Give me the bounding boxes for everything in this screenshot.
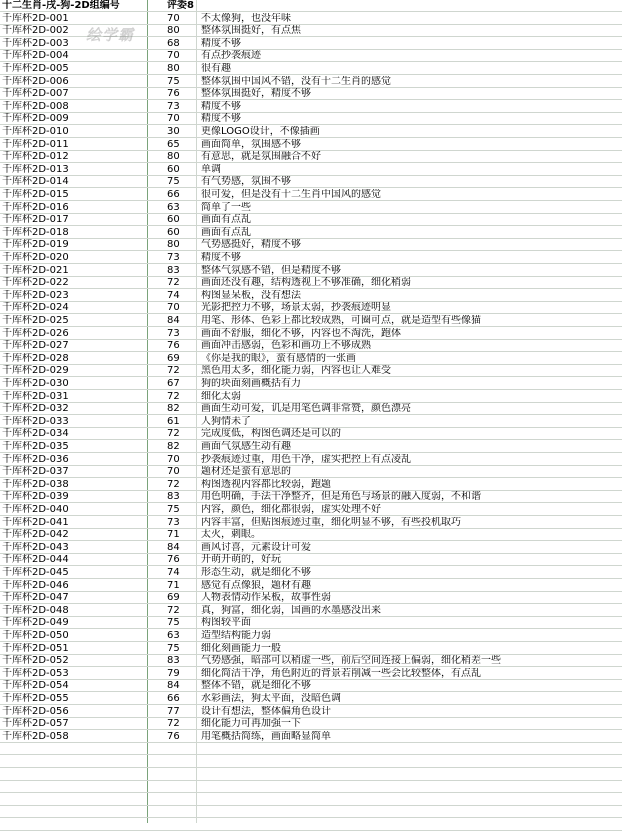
entry-id-cell[interactable]: 千库杯2D-046 [2, 580, 69, 591]
empty-row [0, 819, 622, 831]
comment-cell[interactable]: 水彩画法，狗太平面，没暗色调 [201, 693, 341, 704]
comment-cell[interactable]: 构图显呆板，没有想法 [201, 290, 301, 301]
table-row [0, 668, 622, 680]
comment-cell[interactable]: 细化简洁干净，角色附近的背景若削减一些会比较整体，有点乱 [201, 668, 481, 679]
score-cell[interactable]: 68 [167, 38, 180, 49]
score-cell[interactable]: 75 [167, 176, 180, 187]
comment-cell[interactable]: 设计有想法，整体偏角色设计 [201, 706, 331, 717]
table-row [0, 151, 622, 163]
entry-id-cell[interactable]: 千库杯2D-012 [2, 151, 69, 162]
empty-row [0, 806, 622, 818]
comment-cell[interactable]: 画面不舒服，细化不够，内容也不淘洗，跑体 [201, 328, 401, 339]
table-row [0, 227, 622, 239]
table-row [0, 76, 622, 88]
table-row [0, 567, 622, 579]
entry-id-cell[interactable]: 千库杯2D-007 [2, 88, 69, 99]
comment-cell[interactable]: 画风讨喜，元素设计可爱 [201, 542, 311, 553]
score-cell[interactable]: 80 [167, 63, 180, 74]
comment-cell[interactable]: 狗的块面刻画概括有力 [201, 378, 301, 389]
comment-cell[interactable]: 画面气氛感生动有趣 [201, 441, 291, 452]
comment-cell[interactable]: 整体气氛感不错，但是精度不够 [201, 265, 341, 276]
score-cell[interactable]: 73 [167, 328, 180, 339]
score-cell[interactable]: 82 [167, 403, 180, 414]
score-cell[interactable]: 60 [167, 214, 180, 225]
table-row [0, 126, 622, 138]
score-cell[interactable]: 72 [167, 718, 180, 729]
entry-id-cell[interactable]: 千库杯2D-011 [2, 139, 69, 150]
table-row [0, 315, 622, 327]
table-row [0, 378, 622, 390]
table-row [0, 554, 622, 566]
comment-cell[interactable]: 很有趣 [201, 63, 231, 74]
table-row [0, 605, 622, 617]
score-cell[interactable]: 73 [167, 101, 180, 112]
comment-cell[interactable]: 精度不够 [201, 113, 241, 124]
comment-cell[interactable]: 造型结构能力弱 [201, 630, 271, 641]
table-row [0, 214, 622, 226]
comment-cell[interactable]: 细化太弱 [201, 391, 241, 402]
score-cell[interactable]: 76 [167, 88, 180, 99]
comment-cell[interactable]: 简单了一些 [201, 202, 251, 213]
comment-cell[interactable]: 完成度低，构图色调还是可以的 [201, 428, 341, 439]
entry-id-cell[interactable]: 千库杯2D-013 [2, 164, 69, 175]
comment-cell[interactable]: 内容丰富，但贴图痕迹过重，细化明显不够，有些投机取巧 [201, 517, 461, 528]
table-row [0, 504, 622, 516]
entry-id-cell[interactable]: 千库杯2D-034 [2, 428, 69, 439]
table-row [0, 365, 622, 377]
score-cell[interactable]: 72 [167, 479, 180, 490]
score-cell[interactable]: 70 [167, 302, 180, 313]
score-cell[interactable]: 84 [167, 680, 180, 691]
entry-id-cell[interactable]: 千库杯2D-017 [2, 214, 69, 225]
score-cell[interactable]: 75 [167, 617, 180, 628]
entry-id-cell[interactable]: 千库杯2D-015 [2, 189, 69, 200]
entry-id-cell[interactable]: 千库杯2D-038 [2, 479, 69, 490]
entry-id-cell[interactable]: 千库杯2D-014 [2, 176, 69, 187]
table-row [0, 466, 622, 478]
score-cell[interactable]: 71 [167, 580, 180, 591]
score-cell[interactable]: 80 [167, 239, 180, 250]
score-cell[interactable]: 67 [167, 378, 180, 389]
empty-row [0, 781, 622, 793]
table-row [0, 353, 622, 365]
entry-id-cell[interactable]: 千库杯2D-009 [2, 113, 69, 124]
score-cell[interactable]: 73 [167, 252, 180, 263]
entry-id-cell[interactable]: 千库杯2D-026 [2, 328, 69, 339]
score-cell[interactable]: 82 [167, 441, 180, 452]
entry-id-cell[interactable]: 千库杯2D-040 [2, 504, 69, 515]
table-row [0, 680, 622, 692]
entry-id-cell[interactable]: 千库杯2D-027 [2, 340, 69, 351]
comment-cell[interactable]: 内容，颜色，细化都很弱，虚实处理不好 [201, 504, 381, 515]
score-cell[interactable]: 72 [167, 428, 180, 439]
entry-id-cell[interactable]: 千库杯2D-002 [2, 25, 69, 36]
table-row [0, 340, 622, 352]
entry-id-cell[interactable]: 千库杯2D-023 [2, 290, 69, 301]
entry-id-cell[interactable]: 千库杯2D-050 [2, 630, 69, 641]
header-row [0, 0, 622, 12]
entry-id-cell[interactable]: 千库杯2D-058 [2, 731, 69, 742]
entry-id-cell[interactable]: 千库杯2D-057 [2, 718, 69, 729]
comment-cell[interactable]: 有气势感，氛围不够 [201, 176, 291, 187]
comment-cell[interactable]: 整体氛围挺好，有点焦 [201, 25, 301, 36]
score-cell[interactable]: 72 [167, 605, 180, 616]
entry-id-cell[interactable]: 千库杯2D-016 [2, 202, 69, 213]
comment-cell[interactable]: 单调 [201, 164, 221, 175]
entry-id-cell[interactable]: 千库杯2D-006 [2, 76, 69, 87]
score-cell[interactable]: 76 [167, 731, 180, 742]
table-row [0, 630, 622, 642]
table-row [0, 517, 622, 529]
score-cell[interactable]: 65 [167, 139, 180, 150]
entry-id-cell[interactable]: 千库杯2D-048 [2, 605, 69, 616]
score-cell[interactable]: 79 [167, 668, 180, 679]
comment-cell[interactable]: 用笔、形体、色彩上都比较成熟，可圈可点，就是造型有些像猫 [201, 315, 481, 326]
table-row [0, 529, 622, 541]
entry-id-cell[interactable]: 千库杯2D-010 [2, 126, 69, 137]
score-cell[interactable]: 66 [167, 189, 180, 200]
table-row [0, 328, 622, 340]
comment-cell[interactable]: 画面简单，氛围感不够 [201, 139, 301, 150]
score-cell[interactable]: 84 [167, 315, 180, 326]
score-cell[interactable]: 60 [167, 164, 180, 175]
comment-cell[interactable]: 有意思，就是氛围融合不好 [201, 151, 321, 162]
entry-id-cell[interactable]: 千库杯2D-039 [2, 491, 69, 502]
empty-row [0, 769, 622, 781]
comment-cell[interactable]: 画面还没有趣，结构透视上不够准确，细化稍弱 [201, 277, 411, 288]
table-row [0, 479, 622, 491]
table-row [0, 290, 622, 302]
header-id-cell[interactable]: 十二生肖-戌-狗-2D组编号 [2, 0, 120, 11]
comment-cell[interactable]: 精度不够 [201, 38, 241, 49]
comment-cell[interactable]: 感觉有点像狼，题材有趣 [201, 580, 311, 591]
entry-id-cell[interactable]: 千库杯2D-022 [2, 277, 69, 288]
comment-cell[interactable]: 形态生动，就是细化不够 [201, 567, 311, 578]
entry-id-cell[interactable]: 千库杯2D-004 [2, 50, 69, 61]
comment-cell[interactable]: 不太像狗，也没年味 [201, 13, 291, 24]
table-row [0, 164, 622, 176]
table-row [0, 706, 622, 718]
score-cell[interactable]: 75 [167, 643, 180, 654]
empty-row [0, 743, 622, 755]
entry-id-cell[interactable]: 千库杯2D-025 [2, 315, 69, 326]
entry-id-cell[interactable]: 千库杯2D-054 [2, 680, 69, 691]
table-row [0, 643, 622, 655]
comment-cell[interactable]: 开萌开萌的，好玩 [201, 554, 281, 565]
comment-cell[interactable]: 精度不够 [201, 101, 241, 112]
score-cell[interactable]: 30 [167, 126, 180, 137]
comment-cell[interactable]: 细化能力可再加强一下 [201, 718, 301, 729]
watermark: 绘学霸 [86, 26, 135, 44]
table-row [0, 542, 622, 554]
entry-id-cell[interactable]: 千库杯2D-020 [2, 252, 69, 263]
score-cell[interactable]: 70 [167, 113, 180, 124]
score-cell[interactable]: 76 [167, 554, 180, 565]
comment-cell[interactable]: 整体氛围挺好，精度不够 [201, 88, 311, 99]
table-row [0, 403, 622, 415]
table-row [0, 617, 622, 629]
score-cell[interactable]: 70 [167, 454, 180, 465]
table-row [0, 88, 622, 100]
entry-id-cell[interactable]: 千库杯2D-056 [2, 706, 69, 717]
score-cell[interactable]: 80 [167, 151, 180, 162]
score-cell[interactable]: 63 [167, 630, 180, 641]
table-row [0, 693, 622, 705]
entry-id-cell[interactable]: 千库杯2D-005 [2, 63, 69, 74]
score-cell[interactable]: 73 [167, 517, 180, 528]
table-row [0, 63, 622, 75]
table-row [0, 189, 622, 201]
entry-id-cell[interactable]: 千库杯2D-029 [2, 365, 69, 376]
comment-cell[interactable]: 《你是我的眼》，蛮有感情的一张画 [201, 353, 356, 364]
comment-cell[interactable]: 画面生动可爱，讥是用笔色调非常赞，颜色漂亮 [201, 403, 411, 414]
entry-id-cell[interactable]: 千库杯2D-049 [2, 617, 69, 628]
score-cell[interactable]: 72 [167, 365, 180, 376]
table-row [0, 428, 622, 440]
entry-id-cell[interactable]: 千库杯2D-042 [2, 529, 69, 540]
score-cell[interactable]: 66 [167, 693, 180, 704]
entry-id-cell[interactable]: 千库杯2D-024 [2, 302, 69, 313]
comment-cell[interactable]: 光影把控力不够，场景太弱，抄袭痕迹明显 [201, 302, 391, 313]
comment-cell[interactable]: 细化刻画能力一般 [201, 643, 281, 654]
comment-cell[interactable]: 气势感挺好，精度不够 [201, 239, 301, 250]
comment-cell[interactable]: 画面冲击感弱，色彩和画功上不够成熟 [201, 340, 371, 351]
entry-id-cell[interactable]: 千库杯2D-045 [2, 567, 69, 578]
score-cell[interactable]: 84 [167, 542, 180, 553]
entry-id-cell[interactable]: 千库杯2D-037 [2, 466, 69, 477]
score-cell[interactable]: 69 [167, 353, 180, 364]
entry-id-cell[interactable]: 千库杯2D-033 [2, 416, 69, 427]
header-judge-cell[interactable]: 评委8 [167, 0, 194, 11]
score-cell[interactable]: 72 [167, 277, 180, 288]
table-row [0, 416, 622, 428]
entry-id-cell[interactable]: 千库杯2D-053 [2, 668, 69, 679]
entry-id-cell[interactable]: 千库杯2D-018 [2, 227, 69, 238]
score-cell[interactable]: 60 [167, 227, 180, 238]
comment-cell[interactable]: 人物表情动作呆板，故事性弱 [201, 592, 331, 603]
table-row [0, 101, 622, 113]
table-row [0, 580, 622, 592]
comment-cell[interactable]: 很可爱，但是没有十二生肖中国风的感觉 [201, 189, 381, 200]
table-row [0, 139, 622, 151]
entry-id-cell[interactable]: 千库杯2D-035 [2, 441, 69, 452]
table-row [0, 592, 622, 604]
empty-row [0, 756, 622, 768]
score-cell[interactable]: 72 [167, 391, 180, 402]
score-cell[interactable]: 70 [167, 13, 180, 24]
entry-id-cell[interactable]: 千库杯2D-036 [2, 454, 69, 465]
score-cell[interactable]: 63 [167, 202, 180, 213]
table-row [0, 655, 622, 667]
comment-cell[interactable]: 抄袭痕迹过重，用色干净，虚实把控上有点凌乱 [201, 454, 411, 465]
table-row [0, 176, 622, 188]
table-row [0, 302, 622, 314]
entry-id-cell[interactable]: 千库杯2D-055 [2, 693, 69, 704]
table-row [0, 202, 622, 214]
entry-id-cell[interactable]: 千库杯2D-030 [2, 378, 69, 389]
table-row [0, 50, 622, 62]
table-row [0, 441, 622, 453]
comment-cell[interactable]: 人狗情未了 [201, 416, 251, 427]
entry-id-cell[interactable]: 千库杯2D-047 [2, 592, 69, 603]
score-cell[interactable]: 80 [167, 25, 180, 36]
entry-id-cell[interactable]: 千库杯2D-044 [2, 554, 69, 565]
entry-id-cell[interactable]: 千库杯2D-003 [2, 38, 69, 49]
comment-cell[interactable]: 构图较平面 [201, 617, 251, 628]
comment-cell[interactable]: 构图透视内容都比较弱，跑题 [201, 479, 331, 490]
table-row [0, 391, 622, 403]
comment-cell[interactable]: 画面有点乱 [201, 214, 251, 225]
comment-cell[interactable]: 有点抄袭痕迹 [201, 50, 261, 61]
score-cell[interactable]: 74 [167, 567, 180, 578]
comment-cell[interactable]: 题材还是蛮有意思的 [201, 466, 291, 477]
table-row [0, 731, 622, 743]
comment-cell[interactable]: 整体不错，就是细化不够 [201, 680, 311, 691]
score-cell[interactable]: 83 [167, 265, 180, 276]
score-cell[interactable]: 71 [167, 529, 180, 540]
entry-id-cell[interactable]: 千库杯2D-021 [2, 265, 69, 276]
entry-id-cell[interactable]: 千库杯2D-031 [2, 391, 69, 402]
table-row [0, 277, 622, 289]
score-cell[interactable]: 74 [167, 290, 180, 301]
comment-cell[interactable]: 气势感强，暗部可以稍虚一些，前后空间连接上偏弱，细化稍差一些 [201, 655, 501, 666]
score-cell[interactable]: 77 [167, 706, 180, 717]
entry-id-cell[interactable]: 千库杯2D-041 [2, 517, 69, 528]
entry-id-cell[interactable]: 千库杯2D-032 [2, 403, 69, 414]
comment-cell[interactable]: 用笔概括简练，画面略显简单 [201, 731, 331, 742]
entry-id-cell[interactable]: 千库杯2D-008 [2, 101, 69, 112]
table-row [0, 239, 622, 251]
entry-id-cell[interactable]: 千库杯2D-028 [2, 353, 69, 364]
entry-id-cell[interactable]: 千库杯2D-019 [2, 239, 69, 250]
table-row [0, 491, 622, 503]
score-cell[interactable]: 70 [167, 466, 180, 477]
comment-cell[interactable]: 精度不够 [201, 252, 241, 263]
comment-cell[interactable]: 画面有点乱 [201, 227, 251, 238]
score-cell[interactable]: 83 [167, 491, 180, 502]
table-row [0, 718, 622, 730]
table-row [0, 265, 622, 277]
table-row [0, 454, 622, 466]
comment-cell[interactable]: 真，狗富，细化弱，国画的水墨感没出来 [201, 605, 381, 616]
empty-row [0, 794, 622, 806]
table-row [0, 113, 622, 125]
comment-cell[interactable]: 更像LOGO设计，不像插画 [201, 126, 320, 137]
comment-cell[interactable]: 用色明确，手法干净整齐，但是角色与场景的融入度弱，不和谐 [201, 491, 481, 502]
table-row [0, 252, 622, 264]
entry-id-cell[interactable]: 千库杯2D-043 [2, 542, 69, 553]
comment-cell[interactable]: 黑色用太多，细化能力弱，内容也让人难受 [201, 365, 391, 376]
score-cell[interactable]: 75 [167, 76, 180, 87]
score-cell[interactable]: 69 [167, 592, 180, 603]
comment-cell[interactable]: 整体氛围中国风不错，没有十二生肖的感觉 [201, 76, 391, 87]
score-cell[interactable]: 76 [167, 340, 180, 351]
score-cell[interactable]: 75 [167, 504, 180, 515]
entry-id-cell[interactable]: 千库杯2D-051 [2, 643, 69, 654]
entry-id-cell[interactable]: 千库杯2D-052 [2, 655, 69, 666]
score-cell[interactable]: 70 [167, 50, 180, 61]
entry-id-cell[interactable]: 千库杯2D-001 [2, 13, 69, 24]
comment-cell[interactable]: 太火，刺眼。 [201, 529, 261, 540]
score-cell[interactable]: 83 [167, 655, 180, 666]
score-cell[interactable]: 61 [167, 416, 180, 427]
